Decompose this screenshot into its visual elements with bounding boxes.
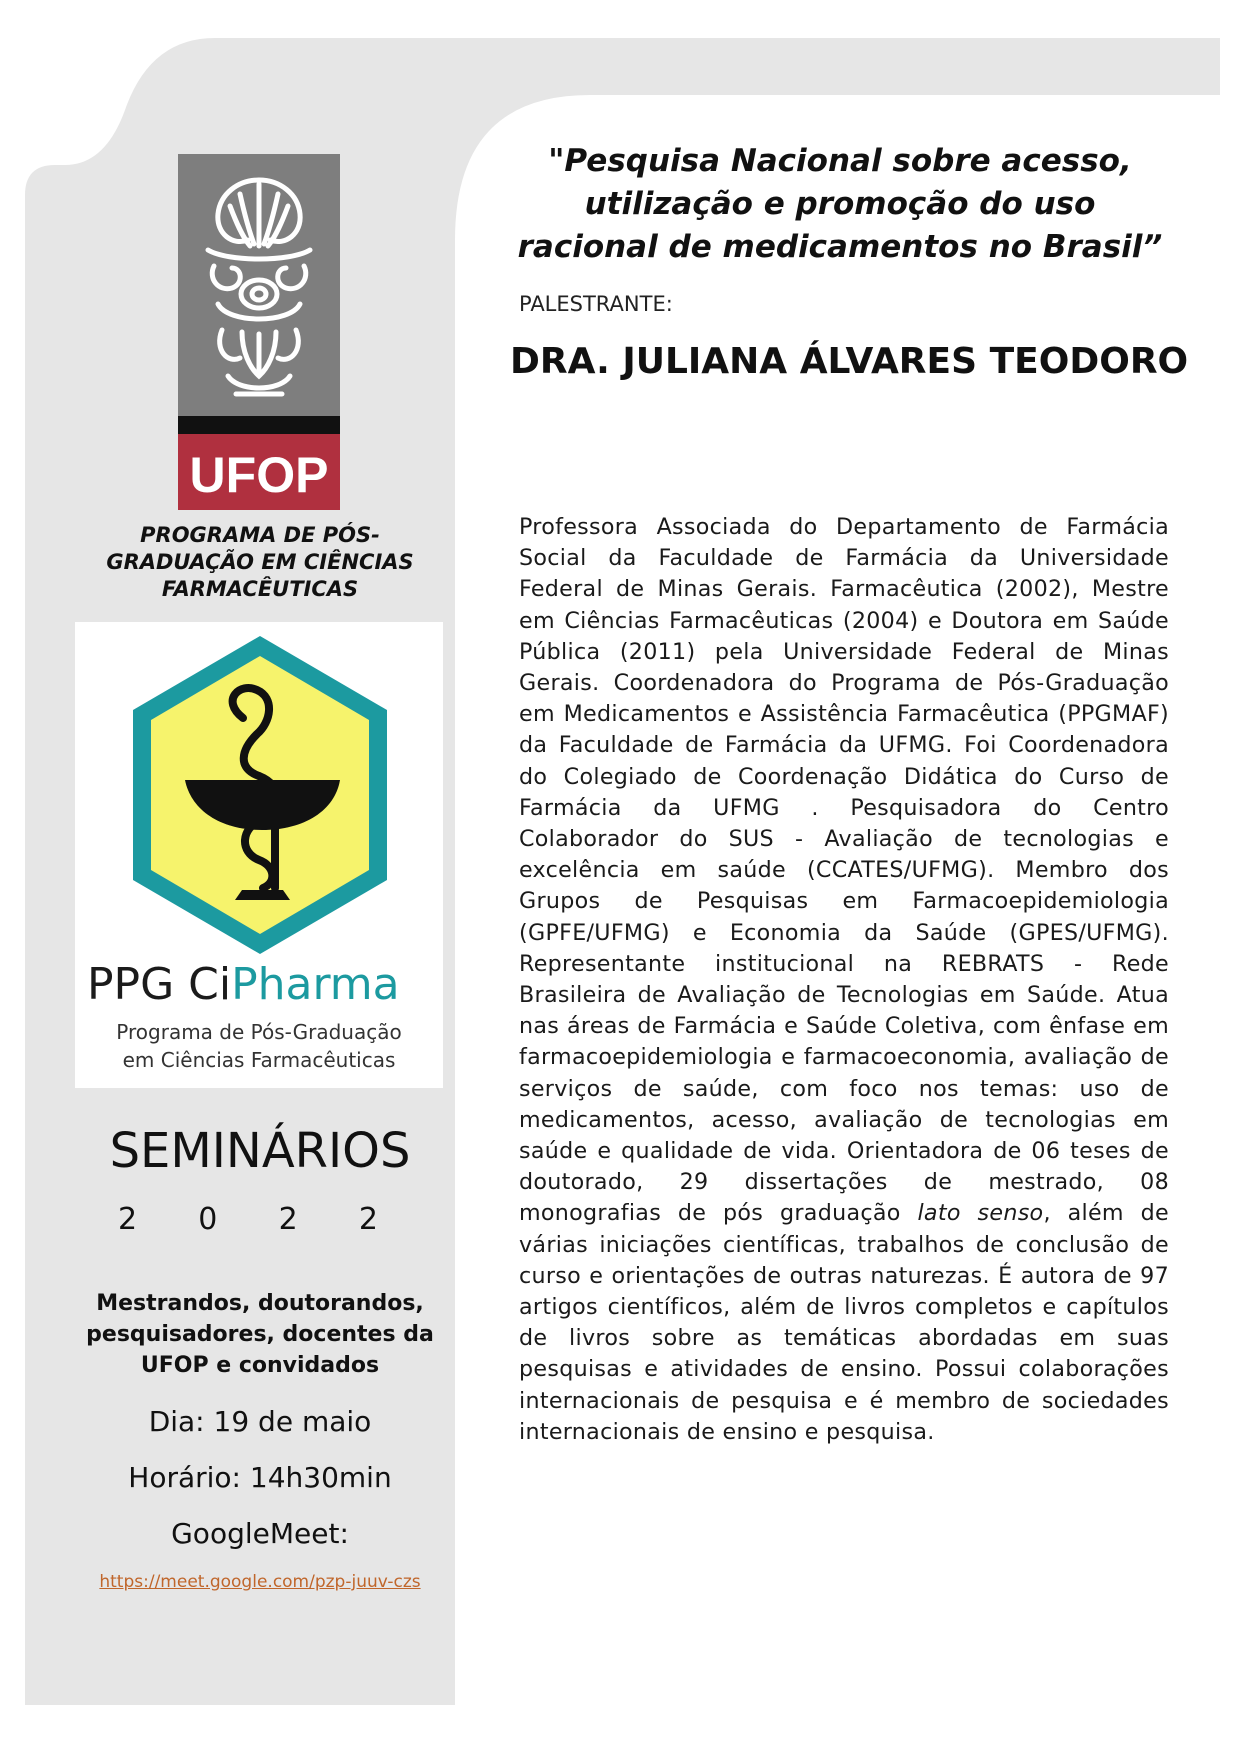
ufop-logo-text: UFOP xyxy=(189,447,329,503)
ppg-cipharma-logo xyxy=(75,622,443,1088)
speaker-label: PALESTRANTE: xyxy=(519,292,673,316)
speaker-name: DRA. JULIANA ÁLVARES TEODORO xyxy=(510,341,1189,382)
audience-text: Mestrandos, doutorandos, pesquisadores, docentes da UFOP e convidados xyxy=(86,1291,434,1378)
bio-text-part1: Professora Associada do Departamento de Farmácia Social da Faculdade de Farmácia da Universidade Federal de Minas Gerais. Farmacêutica (2002), Mestre em Ciências Farmacêuticas (2004) e Doutora em Saúde Pública (2011) pela Universidade Federal de Minas Gerais. Coordenadora do Programa de Pós-Graduação em Medicamentos e Assistência Farmacêutica (PPGMAF) da Faculdade de Farmácia da UFMG. Foi Coordenadora do Colegiado de Coordenação Didática do Curso de Farmácia da UFMG . Pesquisadora do Centro Colaborador do SUS - Avaliação de tecnologias e excelência em saúde (CCATES/UFMG). Membro dos Grupos de Pesquisas em Farmacoepidemiologia (GPFE/UFMG) e Economia da Saúde (GPES/UFMG). Representante institucional na REBRATS - Rede Brasileira de Avaliação de Tecnologias em Saúde. Atua nas áreas de Farmácia e Saúde Coletiva, com ênfase em farmacoepidemiologia e farmacoeconomia, avaliação de serviços de saúde, com foco nos temas: uso de medicamentos, acesso, avaliação de tecnologias em saúde e qualidade de vida. Orientadora de 06 teses de doutorado, 29 dissertações de mestrado, 08 monografias de pós graduação xyxy=(519,514,1169,1227)
event-platform: GoogleMeet: xyxy=(171,1517,349,1550)
ppg-subtitle-line1: Programa de Pós-Graduação xyxy=(116,1020,402,1044)
series-title: SEMINÁRIOS xyxy=(109,1123,411,1179)
ppg-name-part1: PPG Ci xyxy=(87,959,232,1010)
year-digit: 2 xyxy=(358,1202,378,1237)
event-time: Horário: 14h30min xyxy=(128,1461,392,1494)
speaker-bio xyxy=(519,512,1169,1448)
ppg-name-part2: Pharma xyxy=(231,959,400,1010)
ppg-subtitle-line2: em Ciências Farmacêuticas xyxy=(122,1048,396,1072)
google-meet-link[interactable]: https://meet.google.com/pzp-juuv-czs xyxy=(99,1572,421,1592)
ppg-cipharma-name xyxy=(87,960,437,1010)
bio-text-italic: lato senso xyxy=(917,1200,1044,1227)
ufop-logo xyxy=(178,154,340,510)
bio-text-part2: , além de várias iniciações científicas, trabalhos de conclusão de curso e orientações de outras naturezas. É autora de 97 artigos científicos, além de livros completos e capítulos de livros sobre as temáticas abordadas em suas pesquisas e atividades de ensino. Possui colaborações internacionais de pesquisa e é membro de sociedades internacionais de ensino e pesquisa. xyxy=(519,1200,1170,1445)
year-digit: 2 xyxy=(118,1202,138,1237)
event-year xyxy=(118,1200,378,1240)
bowl-of-hygieia-icon xyxy=(125,630,395,960)
year-digit: 2 xyxy=(278,1202,298,1237)
year-digit: 0 xyxy=(198,1202,218,1237)
talk-title: "Pesquisa Nacional sobre acesso, utilização e promoção do uso racional de medicamentos no Brasil” xyxy=(517,143,1163,265)
event-date: Dia: 19 de maio xyxy=(148,1405,372,1438)
program-title: PROGRAMA DE PÓS-GRADUAÇÃO EM CIÊNCIAS FARMACÊUTICAS xyxy=(106,523,414,601)
